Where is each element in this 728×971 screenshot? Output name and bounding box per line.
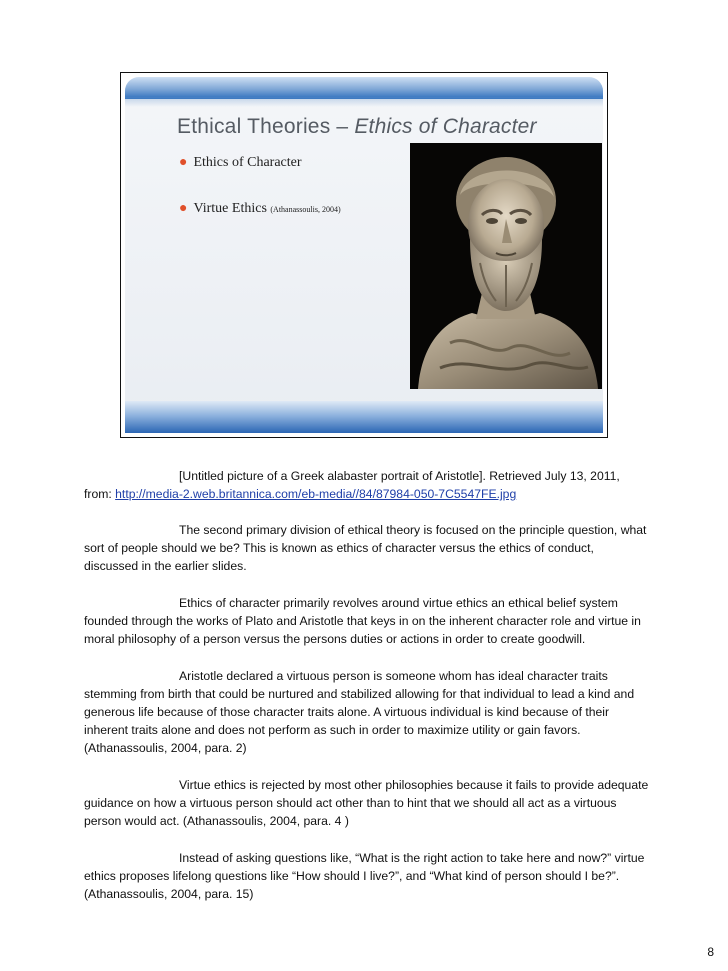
- paragraph-3: [84, 667, 650, 757]
- aristotle-bust-image: [410, 143, 602, 389]
- slide-bullet-2: [179, 201, 341, 217]
- paragraph-2: [84, 594, 650, 648]
- aristotle-bust-icon: [410, 143, 602, 389]
- paragraph-1: [84, 521, 650, 575]
- slide-bullet-text: Ethics of Character: [193, 155, 302, 170]
- slide-bullet-text: Virtue Ethics: [193, 201, 267, 216]
- slide-bullet-citation: (Athanassoulis, 2004): [270, 205, 341, 214]
- page-number: 8: [707, 945, 714, 959]
- slide-top-band: [125, 77, 603, 99]
- paragraph-text: The second primary division of ethical theory is focused on the principle question, what sort of people should we be? This is known as ethics of character versus the ethics of conduct, discussed in the earlier slides.: [84, 523, 647, 573]
- slide-bullet-1: [179, 155, 302, 171]
- image-caption: [84, 467, 650, 503]
- caption-url-link[interactable]: http://media-2.web.britannica.com/eb-media//84/87984-050-7C5547FE.jpg: [115, 487, 517, 501]
- bullet-icon: ●: [179, 155, 188, 170]
- paragraph-text: Ethics of character primarily revolves around virtue ethics an ethical belief system founded through the works of Plato and Aristotle that keys in on the inherent character role and virtue in moral philosophy of a person versus the persons duties or actions in order to create goodwill.: [84, 596, 641, 646]
- paragraph-4: [84, 776, 650, 830]
- slide-background: [125, 77, 603, 433]
- caption-from-label: from:: [84, 487, 116, 501]
- slide-thumbnail: [120, 72, 608, 438]
- caption-text: [Untitled picture of a Greek alabaster portrait of Aristotle]. Retrieved July 13, 2011,: [179, 469, 620, 483]
- paragraph-5: [84, 849, 650, 903]
- slide-title-italic: Ethics of Character: [354, 115, 537, 138]
- slide-title: [177, 115, 537, 139]
- paragraph-text: Aristotle declared a virtuous person is someone whom has ideal character traits stemming from birth that could be nurtured and stabilized allowing for that individual to lead a kind and generous life because of those character traits alone. A virtuous individual is kind because of their inherent traits alone and does not perform as such in order to maximize utility or gain favors. (Athanassoulis, 2004, para. 2): [84, 669, 635, 755]
- paragraph-text: Instead of asking questions like, “What is the right action to take here and now?” virtue ethics proposes lifelong questions like “How should I live?”, and “What kind of person should I be?”. (Athanassoulis, 2004, para. 15): [84, 851, 645, 901]
- slide-title-main: Ethical Theories –: [177, 115, 355, 138]
- bullet-icon: ●: [179, 201, 188, 216]
- slide-bottom-band: [125, 401, 603, 433]
- paragraph-text: Virtue ethics is rejected by most other philosophies because it fails to provide adequate guidance on how a virtuous person should act other than to hint that we should all act as a virtuous person would act. (Athanassoulis, 2004, para. 4 ): [84, 778, 649, 828]
